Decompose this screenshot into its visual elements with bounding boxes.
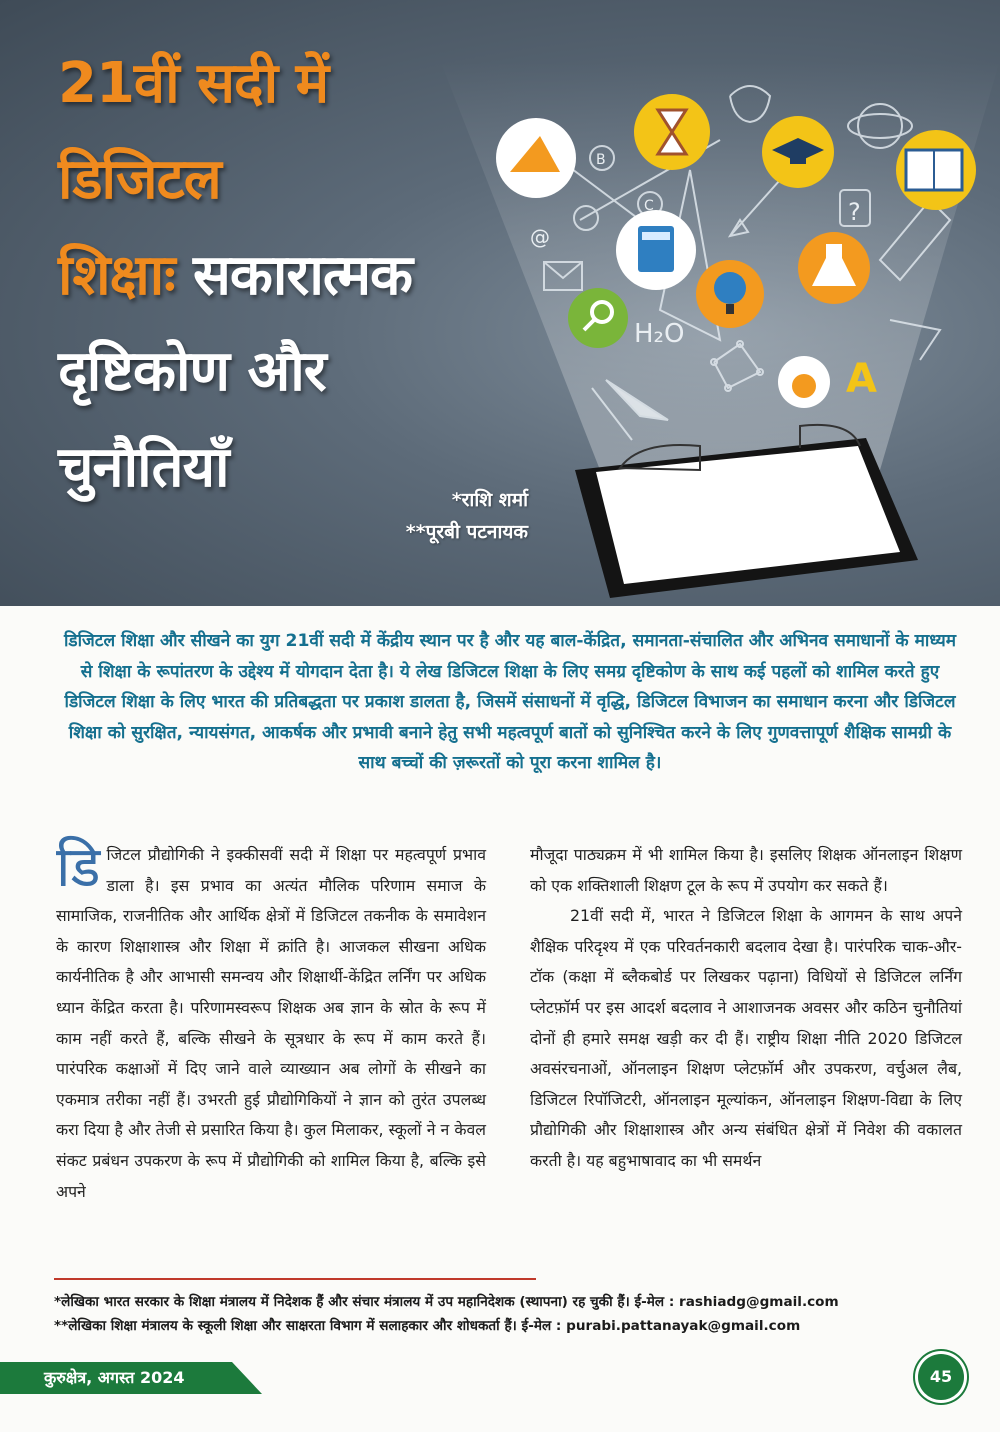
footnotes: [54, 1290, 964, 1338]
letter-b-label: B: [596, 152, 606, 168]
title-line-2-orange: शिक्षाः: [58, 243, 175, 308]
letter-a-label: A: [846, 356, 877, 402]
footnote-1: *लेखिका भारत सरकार के शिक्षा मंत्रालय में निदेशक हैं और संचार मंत्रालय में उप महानिदेशक (स्थापना) रह चुकी हैं। ई-मेल : rashiadg@gmail.com: [54, 1294, 839, 1310]
authors: [406, 484, 528, 548]
letter-c-label: C: [644, 198, 654, 214]
title-line-2-white: सकारात्मक: [174, 243, 413, 308]
col2-paragraph-2: 21वीं सदी में, भारत ने डिजिटल शिक्षा के आगमन के साथ अपने शैक्षिक परिदृश्य में एक परिवर्तनकारी बदलाव देखा है। पारंपरिक चाक-और-टॉक (कक्षा में ब्लैकबोर्ड पर लिखकर पढ़ाना) विधियों से डिजिटल लर्निंग प्लेटफ़ॉर्म पर इस आदर्श बदलाव ने आशाजनक अवसर और कठिन चुनौतियां दोनों ही हमारे समक्ष खड़ी कर दी हैं। राष्ट्रीय शिक्षा नीति 2020 डिजिटल अवसंरचनाओं, ऑनलाइन शिक्षण प्लेटफ़ॉर्म और उपकरण, वर्चुअल लैब, डिजिटल रिपॉजिटरी, ऑनलाइन मूल्यांकन, ऑनलाइन शिक्षण-विद्या के लिए प्रौद्योगिकी और शिक्षाशास्त्र और अन्य संबंधित क्षेत्रों में निवेश की वकालत करती है। यह बहुभाषावाद का भी समर्थन: [530, 906, 962, 1170]
page-number: 45: [929, 1367, 953, 1386]
author-2: **पूरबी पटनायक: [405, 521, 528, 543]
hero-banner: [0, 0, 1000, 606]
col2-paragraph-1: मौजूदा पाठ्यक्रम में भी शामिल किया है। इसलिए शिक्षक ऑनलाइन शिक्षण को एक शक्तिशाली शिक्षण टूल के रूप में उपयोग कर सकते हैं।: [530, 845, 962, 895]
h2o-label: H₂O: [634, 319, 685, 349]
abstract: डिजिटल शिक्षा और सीखने का युग 21वीं सदी में केंद्रीय स्थान पर है और यह बाल-केंद्रित, समानता-संचालित और अभिनव समाधानों के माध्यम से शिक्षा के रूपांतरण के उद्देश्य में योगदान देता है। ये लेख डिजिटल शिक्षा के लिए समग्र दृष्टिकोण के साथ कई पहलों को शामिल करते हुए डिजिटल शिक्षा के लिए भारत की प्रतिबद्धता पर प्रकाश डालता है, जिसमें संसाधनों में वृद्धि, डिजिटल विभाजन का समाधान करना और डिजिटल शिक्षा को सुरक्षित, न्यायसंगत, आकर्षक और प्रभावी बनाने हेतु सभी महत्वपूर्ण बातों को सुनिश्चित करने के लिए गुणवत्तापूर्ण शैक्षिक सामग्री के साथ बच्चों की ज़रूरतों को पूरा करना शामिल है।: [63, 631, 957, 773]
question-mark-label: ?: [848, 198, 861, 226]
article-title: [58, 36, 498, 516]
title-line-3: दृष्टिकोण और: [58, 339, 326, 404]
title-line-4: चुनौतियाँ: [58, 435, 229, 500]
drop-cap: डि: [56, 835, 101, 900]
title-line-1: 21वीं सदी में डिजिटल: [58, 51, 329, 212]
author-1: *राशि शर्मा: [451, 489, 528, 511]
footnote-2: **लेखिका शिक्षा मंत्रालय के स्कूली शिक्षा और साक्षरता विभाग में सलाहकार और शोधकर्ता हैं। ई-मेल : purabi.pattanayak@gmail.com: [54, 1318, 801, 1334]
body-column-2: [530, 840, 962, 1177]
at-sign-label: @: [530, 225, 550, 249]
col1-text: जिटल प्रौद्योगिकी ने इक्कीसवीं सदी में शिक्षा पर महत्वपूर्ण प्रभाव डाला है। इस प्रभाव का अत्यंत मौलिक परिणाम समाज के सामाजिक, राजनीतिक और आर्थिक क्षेत्रों में डिजिटल तकनीक के समावेशन के कारण शिक्षाशास्त्र और शिक्षा में क्रांति है। आजकल सीखना अधिक कार्यनीतिक है और आभासी समन्वय और शिक्षार्थी-केंद्रित लर्निंग पर अधिक ध्यान केंद्रित करता है। परिणामस्वरूप शिक्षक अब ज्ञान के स्रोत के रूप में काम नहीं करते हैं, बल्कि सीखने के सूत्रधार के रूप में काम करते हैं। पारंपरिक कक्षाओं में दिए जाने वाले व्याख्यान अब लोगों के सीखने का एकमात्र तरीका नहीं हैं। उभरती हुई प्रौद्योगिकियों ने ज्ञान को तुरंत उपलब्ध करा दिया है और तेजी से प्रसारित किया है। कुल मिलाकर, स्कूलों ने न केवल संकट प्रबंधन उपकरण के रूप में प्रौद्योगिकी को शामिल किया है, बल्कि इसे अपने: [56, 845, 486, 1201]
body-column-1: [56, 835, 486, 1207]
magazine-issue: कुरुक्षेत्र, अगस्त 2024: [44, 1368, 185, 1387]
footnote-divider: [54, 1278, 536, 1280]
